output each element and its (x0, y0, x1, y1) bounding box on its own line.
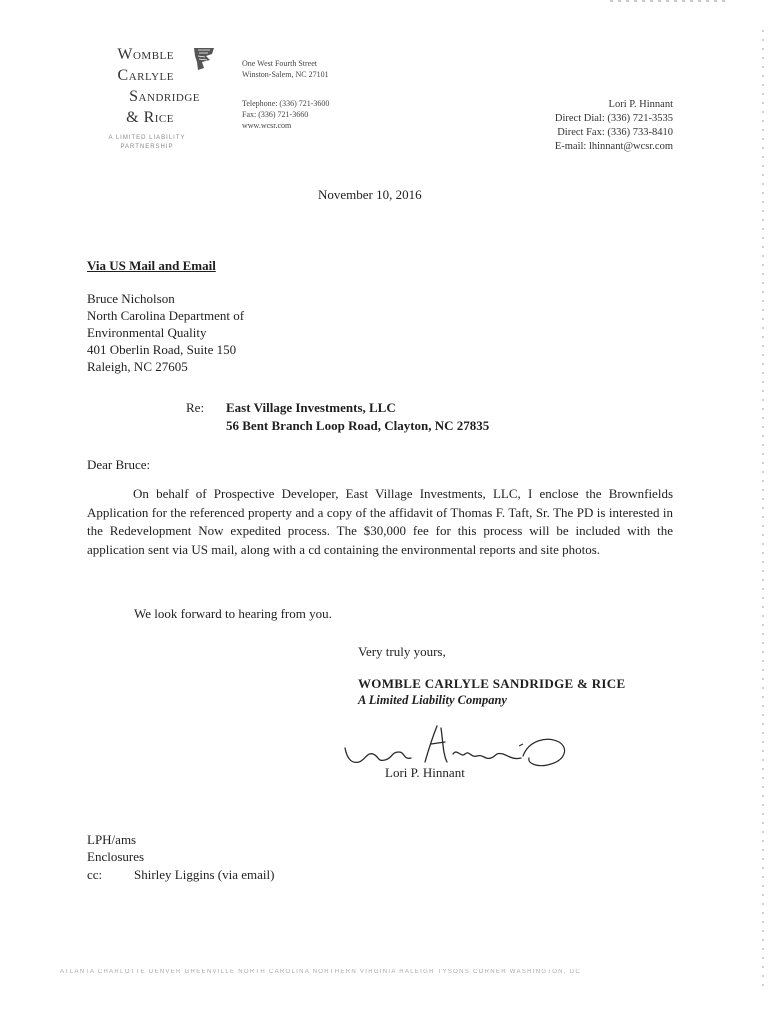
firm-subtitle-line: A LIMITED LIABILITY (108, 135, 186, 141)
body-paragraph (87, 485, 673, 559)
sender-contact (555, 98, 673, 154)
signer-name: Lori P. Hinnant (385, 765, 465, 780)
firm-address (242, 58, 329, 131)
office-locations-footer: ATLANTA CHARLOTTE DENVER GREENVILLE NORTH CAROLINA NORTHERN VIRGINIA RALEIGH TYSONS CORNER WASHINGTON, DC (60, 969, 582, 975)
sender-name: Lori P. Hinnant (608, 99, 673, 110)
scan-edge-artifact (762, 30, 764, 990)
address-line: One West Fourth Street (242, 59, 317, 68)
letter-date: November 10, 2016 (318, 187, 422, 202)
salutation: Dear Bruce: (87, 457, 151, 472)
sender-direct-dial: Direct Dial: (336) 721-3535 (554, 113, 673, 124)
typist-initials: LPH/ams (87, 832, 137, 847)
sender-email: E-mail: lhinnant@wcsr.com (554, 141, 673, 152)
recipient-line: Environmental Quality (87, 325, 207, 340)
fax-line: Fax: (336) 721-3660 (242, 110, 309, 119)
complimentary-close: Very truly yours, (358, 644, 446, 659)
cc-label: cc: (87, 867, 103, 882)
address-line: Winston-Salem, NC 27101 (242, 70, 329, 79)
firm-name-line: Womble (117, 46, 174, 63)
recipient-line: Raleigh, NC 27605 (87, 359, 188, 374)
recipient-line: 401 Oberlin Road, Suite 150 (87, 342, 237, 357)
firm-entity-type: A Limited Liability Company (358, 693, 507, 707)
re-label: Re: (186, 400, 205, 415)
cc-recipient: Shirley Liggins (via email) (134, 867, 275, 882)
recipient-address (87, 290, 244, 375)
recipient-line: Bruce Nicholson (87, 291, 175, 306)
firm-name-line: Sandridge (129, 88, 200, 105)
delivery-method: Via US Mail and Email (87, 258, 216, 273)
firm-signature-block: WOMBLE CARLYLE SANDRIDGE & RICE (358, 676, 626, 691)
firm-logo-icon (192, 46, 216, 72)
firm-subtitle-line: PARTNERSHIP (120, 144, 174, 150)
firm-name-line: Carlyle (117, 67, 174, 84)
body-paragraph-closing: We look forward to hearing from you. (134, 606, 332, 621)
enclosures-note: Enclosures (87, 849, 145, 864)
sender-direct-fax: Direct Fax: (336) 733-8410 (557, 127, 673, 138)
recipient-line: North Carolina Department of (87, 308, 245, 323)
telephone-line: Telephone: (336) 721-3600 (242, 99, 330, 108)
re-line: 56 Bent Branch Loop Road, Clayton, NC 27835 (226, 418, 490, 433)
re-line: East Village Investments, LLC (226, 400, 396, 415)
body-paragraph-text: On behalf of Prospective Developer, East Village Investments, LLC, I enclose the Brownfields Application for the referenced property and a copy of the affidavit of Thomas F. Taft, Sr. The PD is interested in the Redevelopment Now expedited process. The $30,000 fee for this process will be included with the application sent via US mail, along with a cd containing the environmental reports and site photos. (87, 486, 673, 557)
re-subject (226, 399, 489, 435)
website-line: www.wcsr.com (242, 121, 292, 130)
scan-edge-top-artifact (610, 0, 730, 2)
reference-initials (87, 831, 144, 865)
firm-subtitle (102, 134, 192, 152)
firm-name-logo (92, 44, 200, 152)
firm-name-line: & Rice (126, 109, 174, 126)
